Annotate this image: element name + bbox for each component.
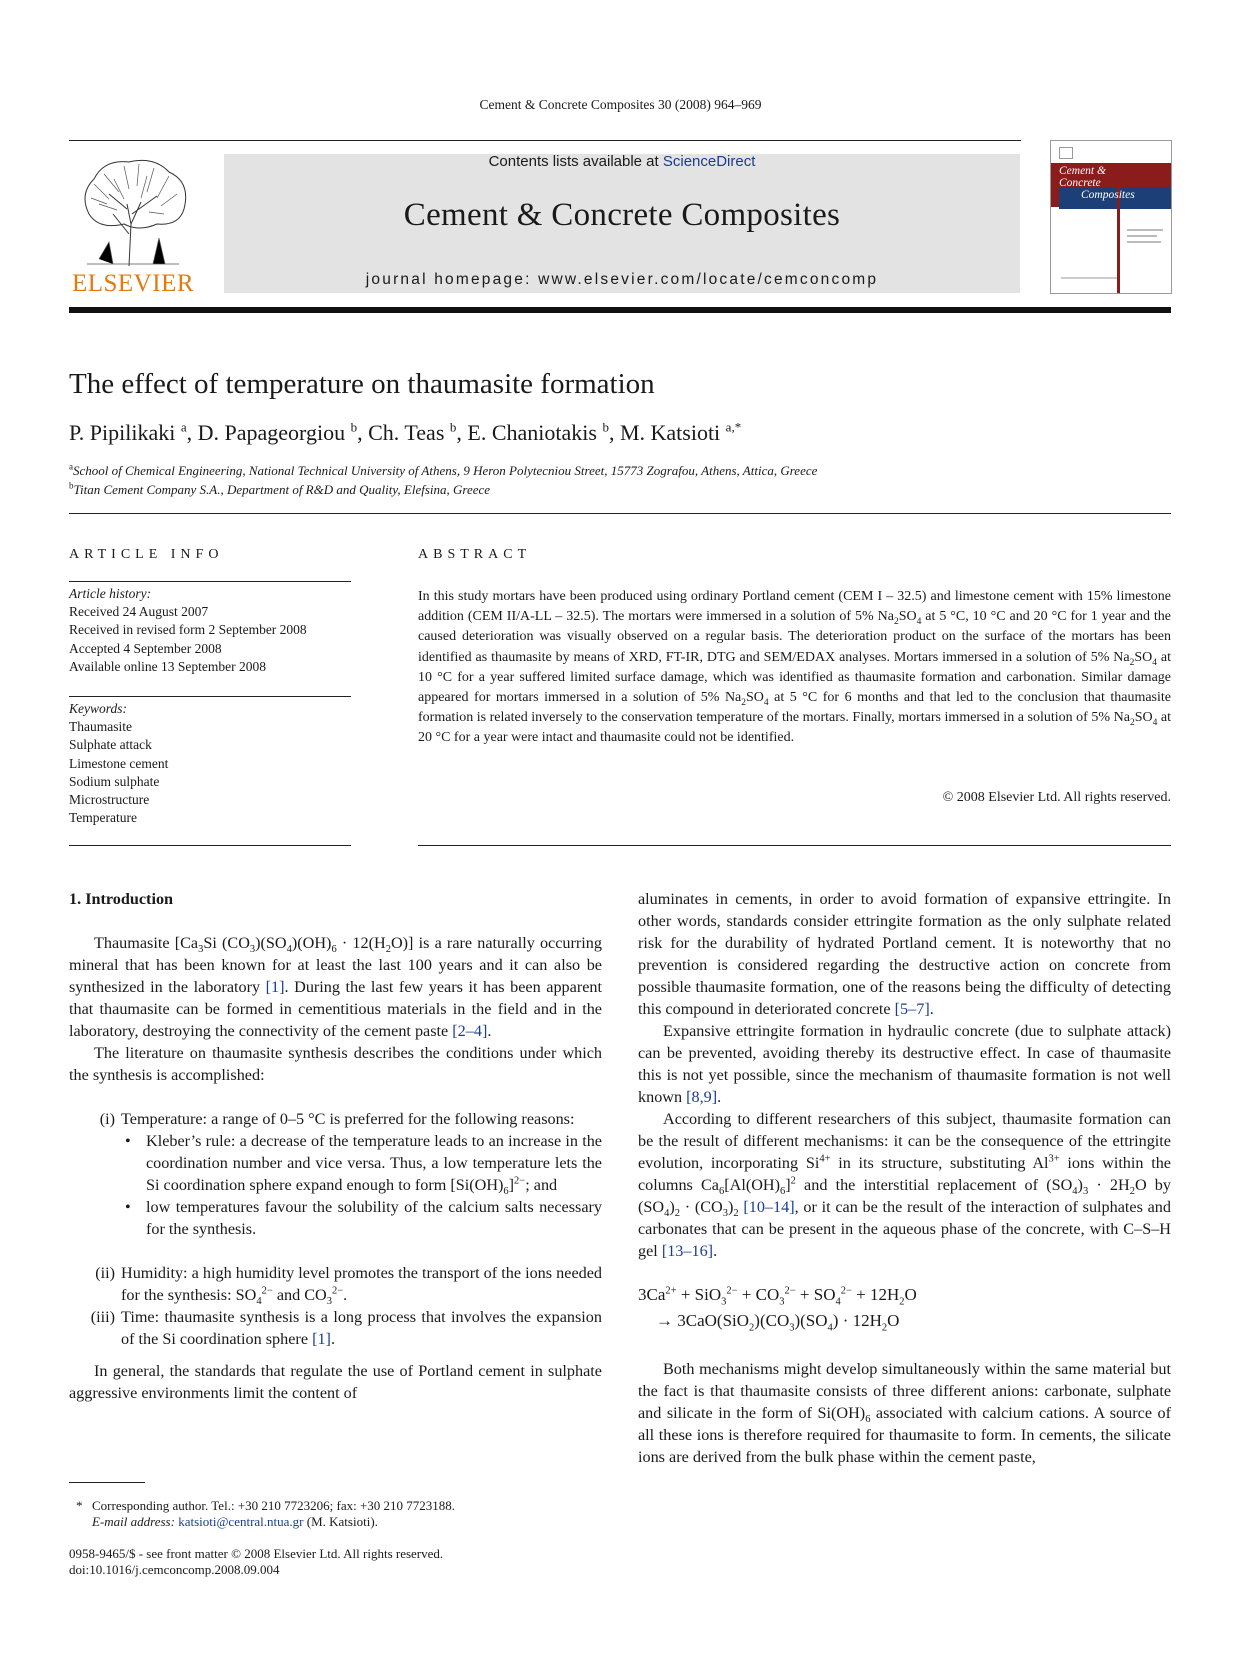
author-name: Ch. Teas (368, 420, 445, 445)
author-email-link[interactable]: katsioti@central.ntua.gr (178, 1514, 304, 1529)
history-label: Article history: (69, 586, 152, 601)
body-paragraph: aluminates in cements, in order to avoid formation of expansive ettringite. In other words, standards consider ettringite formation as the only sulphate related risk for the durability of hydrated Portland cement. It is noteworthy that no prevention is considered regarding the destructive action on concrete from possible thaumasite formation, one of the reasons being the difficulty of detecting this compound in deteriorated concrete [5–7]. (638, 890, 1171, 1018)
history-received: Received 24 August 2007 (69, 604, 209, 620)
abstract-heading: ABSTRACT (418, 547, 532, 562)
author-name: M. Katsioti (619, 420, 721, 445)
citation-link[interactable]: [1] (265, 978, 285, 996)
affiliation-b (69, 482, 490, 498)
author-affiliation-mark: b (602, 419, 609, 435)
journal-name: Cement & Concrete Composites (403, 197, 841, 233)
keyword: Sodium sulphate (69, 773, 160, 789)
citation-link[interactable]: [10–14] (743, 1198, 795, 1216)
left-column (69, 888, 602, 1404)
body-paragraph: Thaumasite [$Ca_3Si$ $(CO_3)(SO_4)(OH)_6 \cdot 12(H_2O)$] is a rare naturally occurring mineral that has been known for at least the last 100 years and it can also be synthesized in the laboratory [1]. During the last few years it has been apparent that thaumasite can be formed in cementitious materials in the field and in the laboratory, destroying the connectivity of the cement paste [2–4]. (69, 934, 602, 1040)
affiliation-text: Titan Cement Company S.A., Department of R&D and Quality, Elefsina, Greece (73, 482, 491, 497)
citation-link[interactable]: [2–4] (452, 1022, 488, 1040)
cover-title-line-2: Concrete (1059, 177, 1101, 189)
author-name: E. Chaniotakis (467, 420, 597, 445)
affiliation-mark: a (69, 461, 73, 472)
email-suffix: (M. Katsioti). (306, 1514, 378, 1529)
author-name: P. Pipilikaki (69, 420, 176, 445)
bullet-item: • low temperatures favour the solubility of the calcium salts necessary for the synthesis. (125, 1198, 602, 1238)
article-history (69, 585, 351, 676)
title-block-rule (69, 513, 1171, 514)
body-paragraph: In general, the standards that regulate the use of Portland cement in sulphate aggressive environments limit the content of (69, 1362, 602, 1402)
affiliation-text: School of Chemical Engineering, National Technical University of Athens, 9 Heron Polytecniou Street, 15773 Zografou, Athens, Attica, Greece (73, 463, 818, 478)
history-online: Available online 13 September 2008 (69, 658, 266, 674)
body-paragraph: The literature on thaumasite synthesis describes the conditions under which the synthesis is accomplished: (69, 1044, 602, 1084)
reaction-equation: $3Ca^{2+} + SiO_3^{2-} + CO_3^{2-} + SO_4^{2-} + 12H_2O$ → $3CaO(SiO_2)(CO_3)(SO_4) \cdot 12H_2O$ (638, 1285, 917, 1334)
list-item: (i) Temperature: a range of 0–5 °C is preferred for the following reasons: • Kleber’s rule: a decrease of the temperature leads to an increase in the coordination number and vice versa. Thus, a low temperature lets the Si coordination sphere expand enough to form $[Si(OH)_6]^{2-}$; and • low temperatures favour the solubility of the calcium salts necessary for the synthesis. (99, 1110, 602, 1238)
keyword: Microstructure (69, 792, 150, 808)
author-affiliation-mark: b (449, 419, 457, 435)
sciencedirect-link[interactable]: ScienceDirect (662, 153, 756, 170)
keyword: Thaumasite (69, 719, 132, 735)
keyword: Limestone cement (69, 755, 169, 771)
cover-title-line-1: Cement & (1059, 165, 1106, 177)
abstract-text: In this study mortars have been produced using ordinary Portland cement (CEM I – 32.5) and limestone cement with 15% limestone addition (CEM II/A-LL – 32.5). The mortars were immersed in a solution of 5% $Na_2SO_4$ at 5 °C, 10 °C and 20 °C for 1 year and the caused deterioration was visually observed on a regular basis. The deterioration product on the surface of the mortars has been identified as thaumasite by means of XRD, FT-IR, DTG and SEM/EDAX analyses. Mortars immersed in a solution of 5% $Na_2SO_4$ at 10 °C for a year suffered limited surface damage, which was identified as thaumasite formation and carbonation. Similar damage appeared for mortars immersed in a solution of 5% $Na_2SO_4$ at 5 °C for 6 months and that led to the conclusion that thaumasite formation is related inversely to the conservation temperature of the mortars. Finally, mortars immersed in a solution of 5% $Na_2SO_4$ at 20 °C for a year were intact and thaumasite could not be identified. (418, 589, 1172, 746)
citation-link[interactable]: [13–16] (661, 1242, 714, 1260)
article-title: The effect of temperature on thaumasite formation (69, 368, 655, 400)
contents-line (224, 153, 1020, 170)
list-item: (ii) Humidity: a high humidity level promotes the transport of the ions needed for the synthesis: $SO_4^{2-}$ and $CO_3^{2-}$. (95, 1264, 602, 1308)
corresponding-author-footnote: * Corresponding author. Tel.: +30 210 7723206; fax: +30 210 7723188. E-mail address: katsioti@central.ntua.gr (M. Katsioti). (76, 1498, 456, 1529)
running-head: Cement & Concrete Composites 30 (2008) 964–969 (479, 97, 762, 112)
imprint (69, 1546, 443, 1578)
imprint-issn: 0958-9465/$ - see front matter © 2008 Elsevier Ltd. All rights reserved. (69, 1546, 444, 1561)
keyword: Temperature (69, 810, 138, 826)
keywords-rule (69, 696, 351, 697)
abstract-copyright: © 2008 Elsevier Ltd. All rights reserved. (942, 790, 1171, 805)
elsevier-wordmark: ELSEVIER (71, 270, 195, 297)
author-name: D. Papageorgiou (197, 420, 346, 445)
affiliation-a (69, 463, 817, 479)
article-info-heading: ARTICLE INFO (69, 547, 224, 562)
author-list: P. Pipilikaki $^a$, D. Papageorgiou $^b$, Ch. Teas $^b$, E. Chaniotakis $^b$, M. Katsioti $^{a,*}$ (69, 419, 742, 445)
article-info-rule (69, 581, 351, 582)
list-item: (iii) Time: thaumasite synthesis is a long process that involves the expansion of the Si coordination sphere [1]. (90, 1308, 602, 1348)
citation-link[interactable]: [5–7] (894, 1000, 930, 1018)
imprint-doi: doi:10.1016/j.cemconcomp.2008.09.004 (69, 1562, 280, 1577)
right-column (638, 888, 1171, 1468)
keywords-label: Keywords: (69, 701, 127, 716)
body-paragraph: Expansive ettringite formation in hydraulic concrete (due to sulphate attack) can be prevented, avoiding thereby its destructive effect. In case of thaumasite this is not yet possible, since the mechanism of thaumasite formation is not well known [8,9]. (638, 1022, 1171, 1106)
history-revised: Received in revised form 2 September 2008 (69, 622, 307, 638)
footnote-rule (69, 1482, 145, 1483)
citation-link[interactable]: [8,9] (686, 1088, 718, 1106)
journal-cover-image (1050, 140, 1172, 294)
email-label: E-mail address: (92, 1514, 175, 1529)
keywords (69, 700, 351, 827)
journal-homepage[interactable]: journal homepage: www.elsevier.com/locate/cemconcomp (365, 271, 879, 288)
keyword: Sulphate attack (69, 737, 152, 753)
cover-title-line-3: Composites (1081, 189, 1135, 201)
body-paragraph: Both mechanisms might develop simultaneously within the same material but the fact is that thaumasite consists of three different anions: carbonate, sulphate and silicate in the form of $Si(OH)_6$ associated with calcium cations. A source of all these ions is therefore required for thaumasite to form. In cements, the silicate ions are derived from the bulk phase within the cement paste, (638, 1360, 1171, 1466)
body-paragraph: According to different researchers of this subject, thaumasite formation can be the result of different mechanisms: it can be the consequence of the ettringite evolution, incorporating $Si^{4+}$ in its structure, substituting $Al^{3+}$ ions within the columns $Ca_6[Al(OH)_6]^2$ and the interstitial replacement of $(SO_4)_3 \cdot 2H_2O$ by $(SO_4)_2 \cdot (CO_3)_2$ [10–14], or it can be the result of the interaction of sulphates and carbonates that can be present in the aqueous phase of the concrete, with C–S–H gel [13–16]. (638, 1110, 1171, 1260)
section-heading: 1. Introduction (69, 890, 174, 908)
article-info-bottom-rule (69, 845, 351, 846)
author-affiliation-mark: b (350, 419, 358, 435)
author-affiliation-mark: a,* (725, 419, 742, 435)
bullet-item: • Kleber’s rule: a decrease of the temperature leads to an increase in the coordination number and vice versa. Thus, a low temperature lets the Si coordination sphere expand enough to form $[Si(OH)_6]^{2-}$; and (125, 1132, 602, 1198)
abstract-bottom-rule (418, 845, 1171, 846)
header-top-rule (69, 140, 1021, 141)
citation-link[interactable]: [1] (312, 1330, 331, 1348)
affiliation-mark: b (69, 480, 74, 491)
header-thick-rule (69, 307, 1171, 313)
history-accepted: Accepted 4 September 2008 (69, 640, 222, 656)
contents-prefix: Contents lists available at (488, 153, 659, 170)
author-affiliation-mark: a (180, 419, 187, 435)
footnote-text: Corresponding author. Tel.: +30 210 7723206; fax: +30 210 7723188. (92, 1498, 456, 1513)
